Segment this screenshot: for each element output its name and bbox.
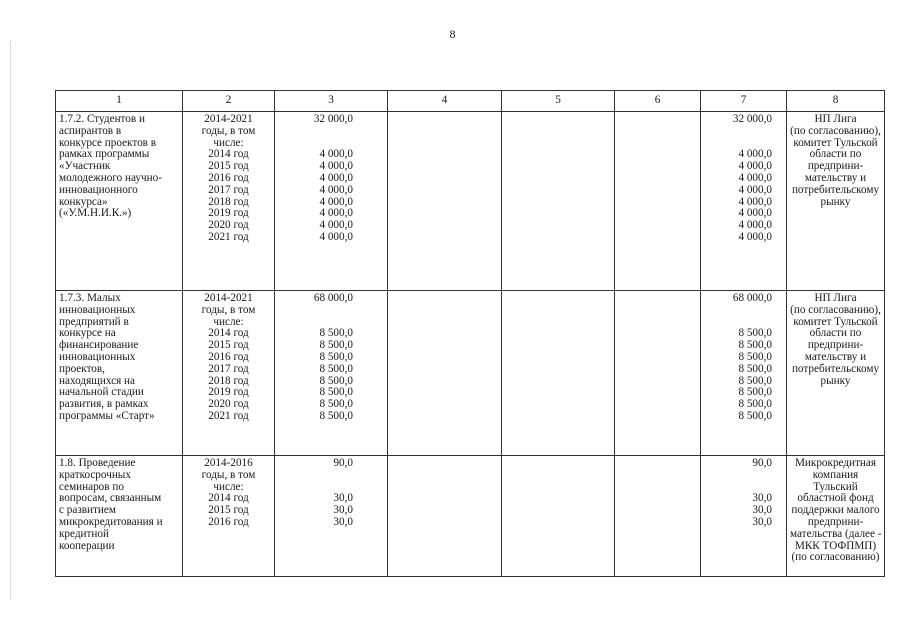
- total-funding-cell: [275, 112, 388, 291]
- period-line: числе:: [213, 136, 244, 149]
- executor-line: компания: [812, 468, 859, 481]
- period-cell: [183, 456, 275, 577]
- year-label: 2021 год: [208, 409, 249, 422]
- year-amount: 4 000,0: [738, 183, 772, 196]
- year-amount: 8 500,0: [738, 339, 772, 352]
- year-amount: 4 000,0: [738, 207, 772, 220]
- activity-name-line: кооперации: [59, 539, 115, 552]
- executor-line: рынку: [820, 374, 851, 387]
- source-funding-cell: [701, 291, 787, 456]
- period-cell: [183, 112, 275, 291]
- year-amount: 4 000,0: [738, 195, 772, 208]
- year-amount: 4 000,0: [319, 219, 353, 232]
- column-header: 6: [615, 91, 701, 112]
- year-label: 2016 год: [208, 515, 249, 528]
- year-amount: 8 500,0: [738, 362, 772, 375]
- column-header: 2: [183, 91, 275, 112]
- year-label: 2015 год: [208, 160, 249, 173]
- column-header: 3: [275, 91, 388, 112]
- year-label: 2020 год: [208, 219, 249, 232]
- executor-line: (по согласованию),: [790, 124, 881, 137]
- activity-name-line: «Участник: [59, 160, 111, 173]
- year-amount: 4 000,0: [738, 230, 772, 243]
- year-amount: 8 500,0: [319, 327, 353, 340]
- activity-name-line: инновационного: [59, 183, 138, 196]
- executor-line: областной фонд: [797, 492, 874, 505]
- executor-line: предприни-: [807, 339, 864, 352]
- executor-cell: [787, 291, 885, 456]
- executor-line: области по: [809, 327, 862, 340]
- year-amount: 8 500,0: [319, 339, 353, 352]
- year-label: 2019 год: [208, 386, 249, 399]
- empty-cell: [388, 456, 502, 577]
- executor-line: комитет Тульской: [793, 136, 878, 149]
- table-row: [56, 291, 885, 456]
- executor-line: предприни-: [807, 160, 864, 173]
- activity-name-line: конкурса»: [59, 195, 108, 208]
- year-label: 2014 год: [208, 327, 249, 340]
- activity-name-line: семинаров по: [59, 480, 124, 493]
- year-label: 2016 год: [208, 350, 249, 363]
- activity-name-line: 1.7.3. Малых: [59, 292, 121, 304]
- activity-name-line: краткосрочных: [59, 468, 131, 481]
- year-amount: 30,0: [752, 515, 772, 528]
- empty-cell: [502, 112, 615, 291]
- activity-name-line: рамках программы: [59, 148, 150, 161]
- executor-line: Тульский: [813, 480, 858, 493]
- activity-name-line: с развитием: [59, 504, 116, 517]
- year-label: 2015 год: [208, 339, 249, 352]
- year-label: 2018 год: [208, 374, 249, 387]
- year-amount: 4 000,0: [319, 183, 353, 196]
- period-line: годы, в том: [201, 124, 256, 137]
- year-amount: 8 500,0: [319, 374, 353, 387]
- column-header: 4: [388, 91, 502, 112]
- total-amount: 32 000,0: [732, 113, 772, 125]
- empty-cell: [615, 456, 701, 577]
- period-line: 2014-2021: [204, 113, 253, 125]
- activity-name-line: 1.7.2. Студентов и: [59, 113, 145, 125]
- period-line: числе:: [213, 480, 244, 493]
- activity-name-line: проектов,: [59, 362, 105, 375]
- executor-line: мательству и: [804, 350, 867, 363]
- year-label: 2014 год: [208, 492, 249, 505]
- executor-line: рынку: [820, 195, 851, 208]
- executor-line: (по согласованию),: [790, 303, 881, 316]
- activity-name-line: конкурсе проектов в: [59, 136, 157, 149]
- year-amount: 8 500,0: [319, 409, 353, 422]
- year-amount: 4 000,0: [738, 171, 772, 184]
- column-header: 1: [56, 91, 183, 112]
- total-amount: 32 000,0: [313, 113, 353, 125]
- year-label: 2020 год: [208, 398, 249, 411]
- column-header: 7: [701, 91, 787, 112]
- total-amount: 68 000,0: [313, 292, 353, 304]
- year-amount: 30,0: [333, 504, 353, 517]
- year-amount: 4 000,0: [319, 148, 353, 161]
- period-line: числе:: [213, 315, 244, 328]
- year-label: 2015 год: [208, 504, 249, 517]
- activity-name-line: начальной стадии: [59, 386, 144, 399]
- total-funding-cell: [275, 456, 388, 577]
- activity-name-line: развития, в рамках: [59, 398, 149, 411]
- executor-line: области по: [809, 148, 862, 161]
- executor-line: (по согласованию): [791, 551, 880, 564]
- executor-cell: [787, 456, 885, 577]
- executor-line: мательства (далее -: [790, 527, 882, 540]
- total-amount: 68 000,0: [732, 292, 772, 304]
- period-line: 2014-2016: [204, 457, 253, 469]
- table-row: [56, 456, 885, 577]
- empty-cell: [615, 291, 701, 456]
- year-amount: 4 000,0: [319, 171, 353, 184]
- activity-name-line: находящихся на: [59, 374, 135, 387]
- activity-name-line: программы «Старт»: [59, 409, 155, 422]
- executor-line: потребительскому: [791, 183, 880, 196]
- year-amount: 30,0: [752, 504, 772, 517]
- period-line: годы, в том: [201, 468, 256, 481]
- executor-line: НП Лига: [814, 113, 857, 125]
- year-amount: 4 000,0: [319, 207, 353, 220]
- column-header: 8: [787, 91, 885, 112]
- year-label: 2014 год: [208, 148, 249, 161]
- year-amount: 4 000,0: [319, 160, 353, 173]
- activity-name-line: предприятий в: [59, 315, 129, 328]
- empty-cell: [615, 112, 701, 291]
- total-amount: 90,0: [333, 457, 353, 469]
- year-amount: 8 500,0: [319, 398, 353, 411]
- year-amount: 30,0: [752, 492, 772, 505]
- activity-name-line: молодежного научно-: [59, 171, 162, 184]
- activity-name-line: конкурсе на: [59, 327, 116, 340]
- activity-name-cell: [56, 456, 183, 577]
- activity-name-line: финансирование: [59, 339, 139, 352]
- activity-name-line: 1.8. Проведение: [59, 457, 136, 469]
- margin-line: [10, 40, 11, 600]
- year-amount: 8 500,0: [738, 350, 772, 363]
- empty-cell: [388, 112, 502, 291]
- executor-line: предприни-: [807, 515, 864, 528]
- program-table: [55, 90, 885, 577]
- executor-line: комитет Тульской: [793, 315, 878, 328]
- year-amount: 30,0: [333, 492, 353, 505]
- year-amount: 4 000,0: [319, 195, 353, 208]
- year-label: 2016 год: [208, 171, 249, 184]
- year-label: 2017 год: [208, 183, 249, 196]
- total-funding-cell: [275, 291, 388, 456]
- activity-name-line: инновационных: [59, 350, 136, 363]
- year-amount: 4 000,0: [738, 219, 772, 232]
- table-row: [56, 112, 885, 291]
- column-number-row: [56, 91, 885, 112]
- activity-name-line: вопросам, связанным: [59, 492, 162, 505]
- executor-line: поддержки малого: [791, 504, 880, 517]
- empty-cell: [502, 456, 615, 577]
- year-amount: 4 000,0: [738, 160, 772, 173]
- source-funding-cell: [701, 112, 787, 291]
- year-amount: 30,0: [333, 515, 353, 528]
- year-amount: 8 500,0: [319, 386, 353, 399]
- empty-cell: [502, 291, 615, 456]
- year-label: 2018 год: [208, 195, 249, 208]
- year-amount: 8 500,0: [319, 362, 353, 375]
- column-header: 5: [502, 91, 615, 112]
- activity-name-line: («У.М.Н.И.К.»): [59, 207, 132, 220]
- activity-name-line: инновационных: [59, 303, 136, 316]
- executor-line: МКК ТОФПМП): [794, 539, 877, 552]
- year-label: 2017 год: [208, 362, 249, 375]
- year-amount: 4 000,0: [738, 148, 772, 161]
- activity-name-cell: [56, 112, 183, 291]
- year-amount: 8 500,0: [738, 409, 772, 422]
- year-amount: 8 500,0: [738, 374, 772, 387]
- year-label: 2021 год: [208, 230, 249, 243]
- executor-line: мательству и: [804, 171, 867, 184]
- empty-cell: [388, 291, 502, 456]
- total-amount: 90,0: [752, 457, 772, 469]
- year-amount: 8 500,0: [738, 386, 772, 399]
- activity-name-cell: [56, 291, 183, 456]
- activity-name-line: аспирантов в: [59, 124, 122, 137]
- page-number: 8: [449, 27, 456, 41]
- year-amount: 8 500,0: [319, 350, 353, 363]
- activity-name-line: микрокредитования и: [59, 515, 163, 528]
- period-line: годы, в том: [201, 303, 256, 316]
- executor-cell: [787, 112, 885, 291]
- year-amount: 8 500,0: [738, 398, 772, 411]
- year-label: 2019 год: [208, 207, 249, 220]
- executor-line: Микрокредитная: [794, 457, 877, 469]
- executor-line: потребительскому: [791, 362, 880, 375]
- activity-name-line: кредитной: [59, 527, 109, 540]
- period-line: 2014-2021: [204, 292, 253, 304]
- year-amount: 8 500,0: [738, 327, 772, 340]
- period-cell: [183, 291, 275, 456]
- executor-line: НП Лига: [814, 292, 857, 304]
- year-amount: 4 000,0: [319, 230, 353, 243]
- source-funding-cell: [701, 456, 787, 577]
